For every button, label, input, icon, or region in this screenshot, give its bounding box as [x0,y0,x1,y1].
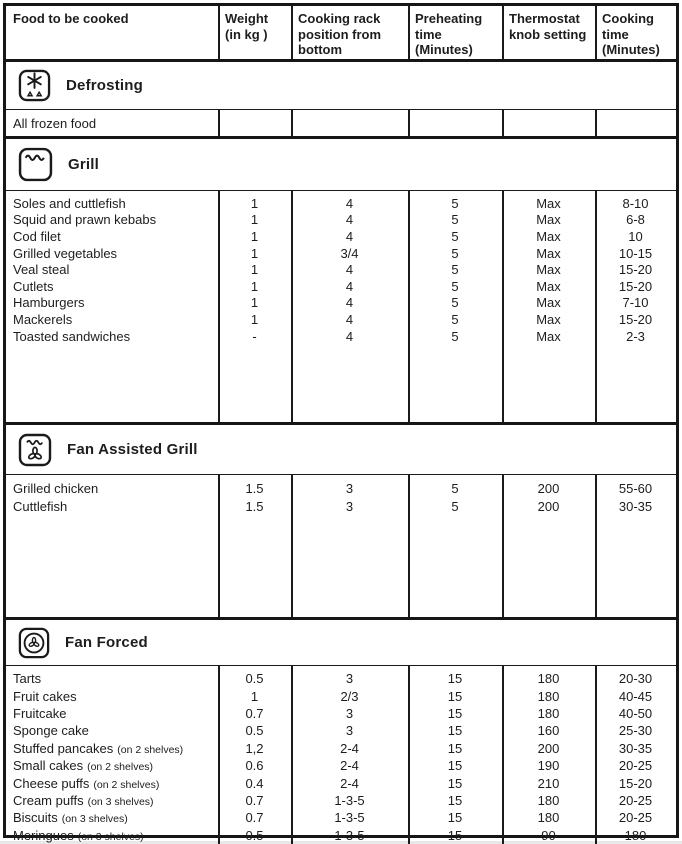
thermostat-cell: Max [536,278,561,294]
food-name: Biscuits [13,810,58,826]
section-title: Grill [68,156,100,173]
preheat-cell: 15 [447,671,463,687]
food-cell [6,279,218,294]
rack-cell: 2-4 [340,758,359,774]
cooking-time-cell: 15-20 [618,311,653,327]
weight-cell: 0.5 [245,671,264,687]
cooking-time-cell: 15-20 [618,775,653,791]
table-row [6,498,676,516]
food-cell [6,810,218,825]
thermostat-cell: Max [536,295,561,311]
weight-cell: 0.6 [245,758,264,774]
grill-icon [18,147,53,182]
column-divider [291,110,293,136]
cooking-time-cell: 6-8 [626,212,645,228]
table-header [6,6,676,62]
column-divider [408,6,410,59]
food-cell [6,793,218,808]
food-cell [6,723,218,738]
food-cell [6,706,218,721]
weight-cell: 1 [250,311,259,327]
food-cell [6,116,218,131]
cooking-time-cell: 20-25 [618,758,653,774]
cooking-time-cell: 20-25 [618,792,653,808]
header-food: Food to be cooked [13,11,129,26]
cooking-table [3,3,679,843]
table-row [6,722,676,739]
cooking-time-cell: 30-35 [618,498,653,514]
column-divider [408,666,410,844]
column-divider [408,191,410,422]
section-header-grill [6,139,676,191]
weight-cell: 1.5 [245,498,264,514]
food-cell [6,212,218,227]
weight-cell: - [252,328,257,344]
thermostat-cell: 180 [537,705,560,721]
rack-cell: 4 [345,195,354,211]
thermostat-cell: 160 [537,723,560,739]
thermostat-cell: Max [536,311,561,327]
rack-cell: 4 [345,228,354,244]
rack-cell: 1-3-5 [334,792,365,808]
thermostat-cell: 200 [537,498,560,514]
weight-cell: 1 [250,245,259,261]
weight-cell: 0.4 [245,775,264,791]
preheat-cell: 5 [451,311,459,327]
food-name: Cod filet [13,228,61,244]
preheat-cell: 5 [451,481,459,497]
section-rows-fan-forced [6,666,676,844]
thermostat-cell: Max [536,328,561,344]
header-rack-position: Cooking rack position from bottom [298,11,382,57]
food-cell [6,329,218,344]
column-divider [502,110,504,136]
food-name: Grilled vegetables [13,245,118,261]
preheat-cell: 5 [451,212,459,228]
weight-cell: 1 [250,278,259,294]
defrost-icon [18,69,51,102]
column-divider [595,666,597,844]
thermostat-cell: 200 [537,481,560,497]
table-row [6,827,676,844]
food-cell [6,262,218,277]
cooking-time-cell: 40-45 [618,688,653,704]
column-divider [595,110,597,136]
table-row [6,740,676,757]
section-header-fan-assisted-grill [6,425,676,475]
cooking-time-cell: 2-3 [626,328,645,344]
thermostat-cell: 180 [537,792,560,808]
thermostat-cell: Max [536,245,561,261]
fan-assisted-grill-icon [18,433,52,467]
cooking-time-cell: 30-35 [618,740,653,756]
food-name: Squid and prawn kebabs [13,212,157,228]
column-divider [218,666,220,844]
column-divider [218,475,220,617]
column-divider [218,6,220,59]
food-cell [6,689,218,704]
column-divider [595,475,597,617]
preheat-cell: 15 [447,723,463,739]
preheat-cell: 15 [447,758,463,774]
column-divider [291,475,293,617]
table-row [6,311,676,328]
preheat-cell: 5 [451,498,459,514]
weight-cell: 1,2 [245,740,264,756]
weight-cell: 1 [250,212,259,228]
food-name: Toasted sandwiches [13,328,131,344]
preheat-cell: 5 [451,245,459,261]
column-divider [502,191,504,422]
rack-cell: 4 [345,278,354,294]
food-cell [6,246,218,261]
fan-forced-icon [18,627,50,659]
table-row [6,195,676,212]
rack-cell: 4 [345,328,354,344]
header-thermostat: Thermostat knob setting [509,11,587,42]
food-note: (on 2 shelves) [87,761,154,774]
thermostat-cell: Max [536,212,561,228]
food-name: Soles and cuttlefish [13,195,126,211]
food-cell [6,481,218,496]
rack-cell: 4 [345,262,354,278]
rack-cell: 3 [345,481,354,497]
food-note: (on 2 shelves) [93,778,160,791]
food-cell [6,776,218,791]
table-row [6,670,676,687]
weight-cell: 0.5 [245,723,264,739]
column-divider [502,475,504,617]
food-cell [6,758,218,773]
food-name: Mackerels [13,311,73,327]
column-divider [408,475,410,617]
preheat-cell: 5 [451,262,459,278]
preheat-cell: 5 [451,295,459,311]
rack-cell: 3 [345,723,354,739]
table-row [6,809,676,826]
food-cell [6,671,218,686]
header-cooking-time: Cooking time (Minutes) [602,11,660,57]
header-preheating-time: Preheating time (Minutes) [415,11,483,57]
column-divider [595,6,597,59]
thermostat-cell: 90 [541,827,556,843]
cooking-time-cell: 10 [628,228,643,244]
weight-cell: 0.7 [245,705,264,721]
preheat-cell: 15 [447,810,463,826]
table-row [6,212,676,229]
preheat-cell: 15 [447,775,463,791]
cooking-time-cell: 40-50 [618,705,653,721]
food-name: Meringues [13,827,74,843]
preheat-cell: 15 [447,792,463,808]
section-title: Fan Forced [65,634,148,651]
preheat-cell: 15 [447,705,463,721]
section-header-fan-forced [6,620,676,666]
food-name: Fruitcake [13,705,67,721]
cooking-time-cell: 25-30 [618,723,653,739]
table-row [6,687,676,704]
table-row [6,774,676,791]
rack-cell: 2/3 [340,688,359,704]
food-name: Sponge cake [13,723,89,739]
cooking-time-cell: 20-25 [618,810,653,826]
table-row [6,480,676,498]
thermostat-cell: Max [536,262,561,278]
rack-cell: 3 [345,705,354,721]
thermostat-cell: 210 [537,775,560,791]
column-divider [408,110,410,136]
section-header-defrosting [6,62,676,110]
column-divider [291,6,293,59]
food-cell [6,499,218,514]
preheat-cell: 5 [451,278,459,294]
thermostat-cell: 180 [537,671,560,687]
rack-cell: 3 [345,498,354,514]
food-note: (on 3 shelves) [87,795,154,808]
food-note: (on 3 shelves) [77,830,144,843]
preheat-cell: 15 [447,740,463,756]
weight-cell: 1.5 [245,481,264,497]
food-cell [6,828,218,843]
food-cell [6,196,218,211]
food-name: Cutlets [13,278,54,294]
section-rows-fan-assisted-grill [6,475,676,620]
food-cell [6,741,218,756]
column-divider [502,666,504,844]
preheat-cell: 5 [451,228,459,244]
preheat-cell: 15 [447,688,463,704]
food-name: Grilled chicken [13,481,99,497]
weight-cell: 1 [250,262,259,278]
cooking-time-cell: 20-30 [618,671,653,687]
column-divider [291,191,293,422]
weight-cell: 1 [250,195,259,211]
thermostat-cell: 180 [537,688,560,704]
weight-cell: 0.7 [245,792,264,808]
cooking-time-cell: 8-10 [622,195,649,211]
section-title: Fan Assisted Grill [67,441,198,458]
food-name: Veal steal [13,262,70,278]
cooking-time-cell: 180 [624,827,647,843]
table-row [6,261,676,278]
cooking-time-cell: 55-60 [618,481,653,497]
rack-cell: 1-3-5 [334,827,365,843]
weight-cell: 1 [250,688,259,704]
food-name: Tarts [13,671,42,687]
rack-cell: 3/4 [340,245,359,261]
table-row [6,295,676,312]
column-divider [595,191,597,422]
weight-cell: 1 [250,295,259,311]
food-name: All frozen food [13,115,97,131]
food-name: Cuttlefish [13,498,68,514]
cooking-time-cell: 7-10 [622,295,649,311]
food-name: Fruit cakes [13,688,77,704]
rack-cell: 1-3-5 [334,810,365,826]
thermostat-cell: 200 [537,740,560,756]
header-weight: Weight (in kg ) [225,11,269,42]
rack-cell: 3 [345,671,354,687]
thermostat-cell: 180 [537,810,560,826]
column-divider [218,191,220,422]
food-note: (on 2 shelves) [117,743,184,756]
food-name: Cream puffs [13,792,84,808]
column-divider [218,110,220,136]
preheat-cell: 5 [451,195,459,211]
food-name: Hamburgers [13,295,85,311]
food-name: Stuffed pancakes [13,740,114,756]
weight-cell: 0.7 [245,810,264,826]
table-row [6,278,676,295]
rack-cell: 4 [345,311,354,327]
column-divider [291,666,293,844]
cooking-time-cell: 15-20 [618,262,653,278]
rack-cell: 2-4 [340,740,359,756]
table-row [6,328,676,345]
table-row [6,792,676,809]
food-cell [6,295,218,310]
cooking-time-cell: 10-15 [618,245,653,261]
table-row [6,228,676,245]
food-name: Cheese puffs [13,775,90,791]
cooking-time-cell: 15-20 [618,278,653,294]
thermostat-cell: Max [536,228,561,244]
thermostat-cell: 190 [537,758,560,774]
food-cell [6,229,218,244]
preheat-cell: 5 [451,328,459,344]
table-row [6,705,676,722]
preheat-cell: 15 [447,827,463,843]
column-divider [502,6,504,59]
table-row [6,245,676,262]
rack-cell: 4 [345,212,354,228]
table-row [6,757,676,774]
food-note: (on 3 shelves) [61,813,128,826]
weight-cell: 1 [250,228,259,244]
weight-cell: 0.5 [245,827,264,843]
section-rows-defrosting [6,110,676,139]
rack-cell: 2-4 [340,775,359,791]
table-row [6,110,676,136]
food-name: Small cakes [13,758,84,774]
section-title: Defrosting [66,77,143,94]
food-cell [6,312,218,327]
rack-cell: 4 [345,295,354,311]
section-rows-grill [6,191,676,425]
thermostat-cell: Max [536,195,561,211]
